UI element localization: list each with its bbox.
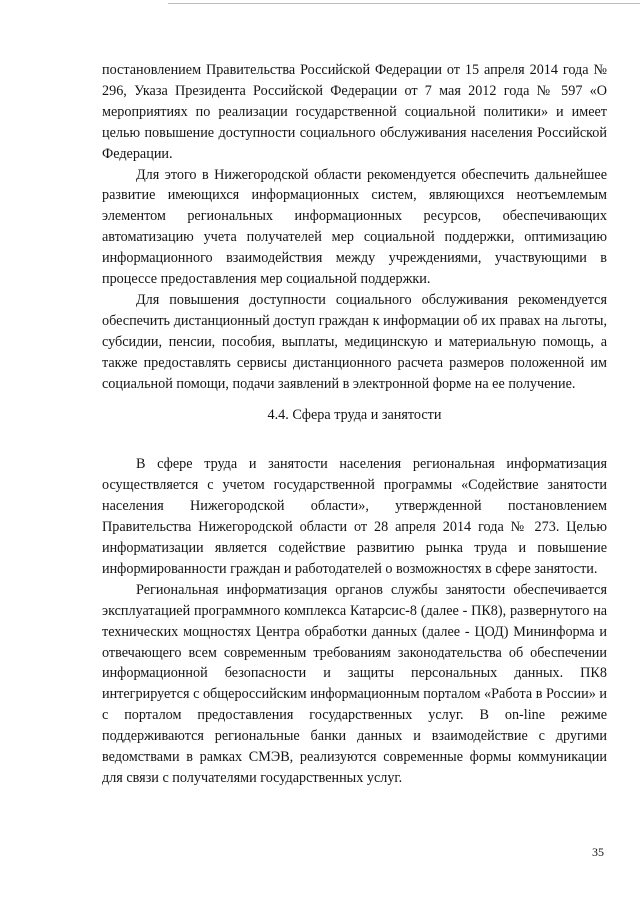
section-heading: 4.4. Сфера труда и занятости (267, 406, 442, 423)
paragraph: Для этого в Нижегородской области рекомендуется обеспечить дальнейшее развитие имеющихся информационных систем, являющихся неотъемлемым элементом региональных информационных ресурсов, обеспечивающих автоматизацию учета получателей мер социальной поддержки, оптимизацию информационного взаимодействия между учреждениями, участвующими в процессе предоставления мер социальной поддержки. (102, 166, 607, 288)
top-edge-rule (168, 3, 640, 4)
paragraph-continued: постановлением Правительства Российской Федерации от 15 апреля 2014 года № 296, Указа Президента Российской Федерации от 7 мая 2012 года № 597 «О мероприятиях по реализации государственной социальной политики» и имеет целью повышение доступности социального обслуживания населения Российской Федерации. (102, 62, 607, 162)
document-body (102, 60, 607, 789)
page-number: 35 (592, 845, 604, 859)
paragraph: В сфере труда и занятости населения региональная информатизация осуществляется с учетом государственной программы «Содействие занятости населения Нижегородской области», утвержденной постановлением Правительства Нижегородской области от 28 апреля 2014 года № 273. Целью информатизации является содействие развитию рынка труда и повышение информированности граждан и работодателей о возможностях в сфере занятости. (102, 456, 607, 577)
paragraph: Для повышения доступности социального обслуживания рекомендуется обеспечить дистанционный доступ граждан к информации об их правах на льготы, субсидии, пенсии, пособия, выплаты, медицинскую и материальную помощь, а также предоставлять сервисы дистанционного расчета размеров положенной им социальной помощи, подачи заявлений в электронной форме на ее получение. (102, 291, 607, 392)
paragraph: Региональная информатизация органов службы занятости обеспечивается эксплуатацией программного комплекса Катарсис-8 (далее - ПК8), развернутого на технических мощностях Центра обработки данных (далее - ЦОД) Мининформа и отвечающего всем современным требованиям законодательства об обеспечении информационной безопасности и защиты персональных данных. ПК8 интегрируется с общероссийским информационным порталом «Работа в России» и с порталом предоставления государственных услуг. В on-line режиме поддерживаются региональные банки данных и взаимодействие с другими ведомствами в рамках СМЭВ, реализуются современные формы коммуникации для связи с получателями государственных услуг. (102, 581, 607, 786)
